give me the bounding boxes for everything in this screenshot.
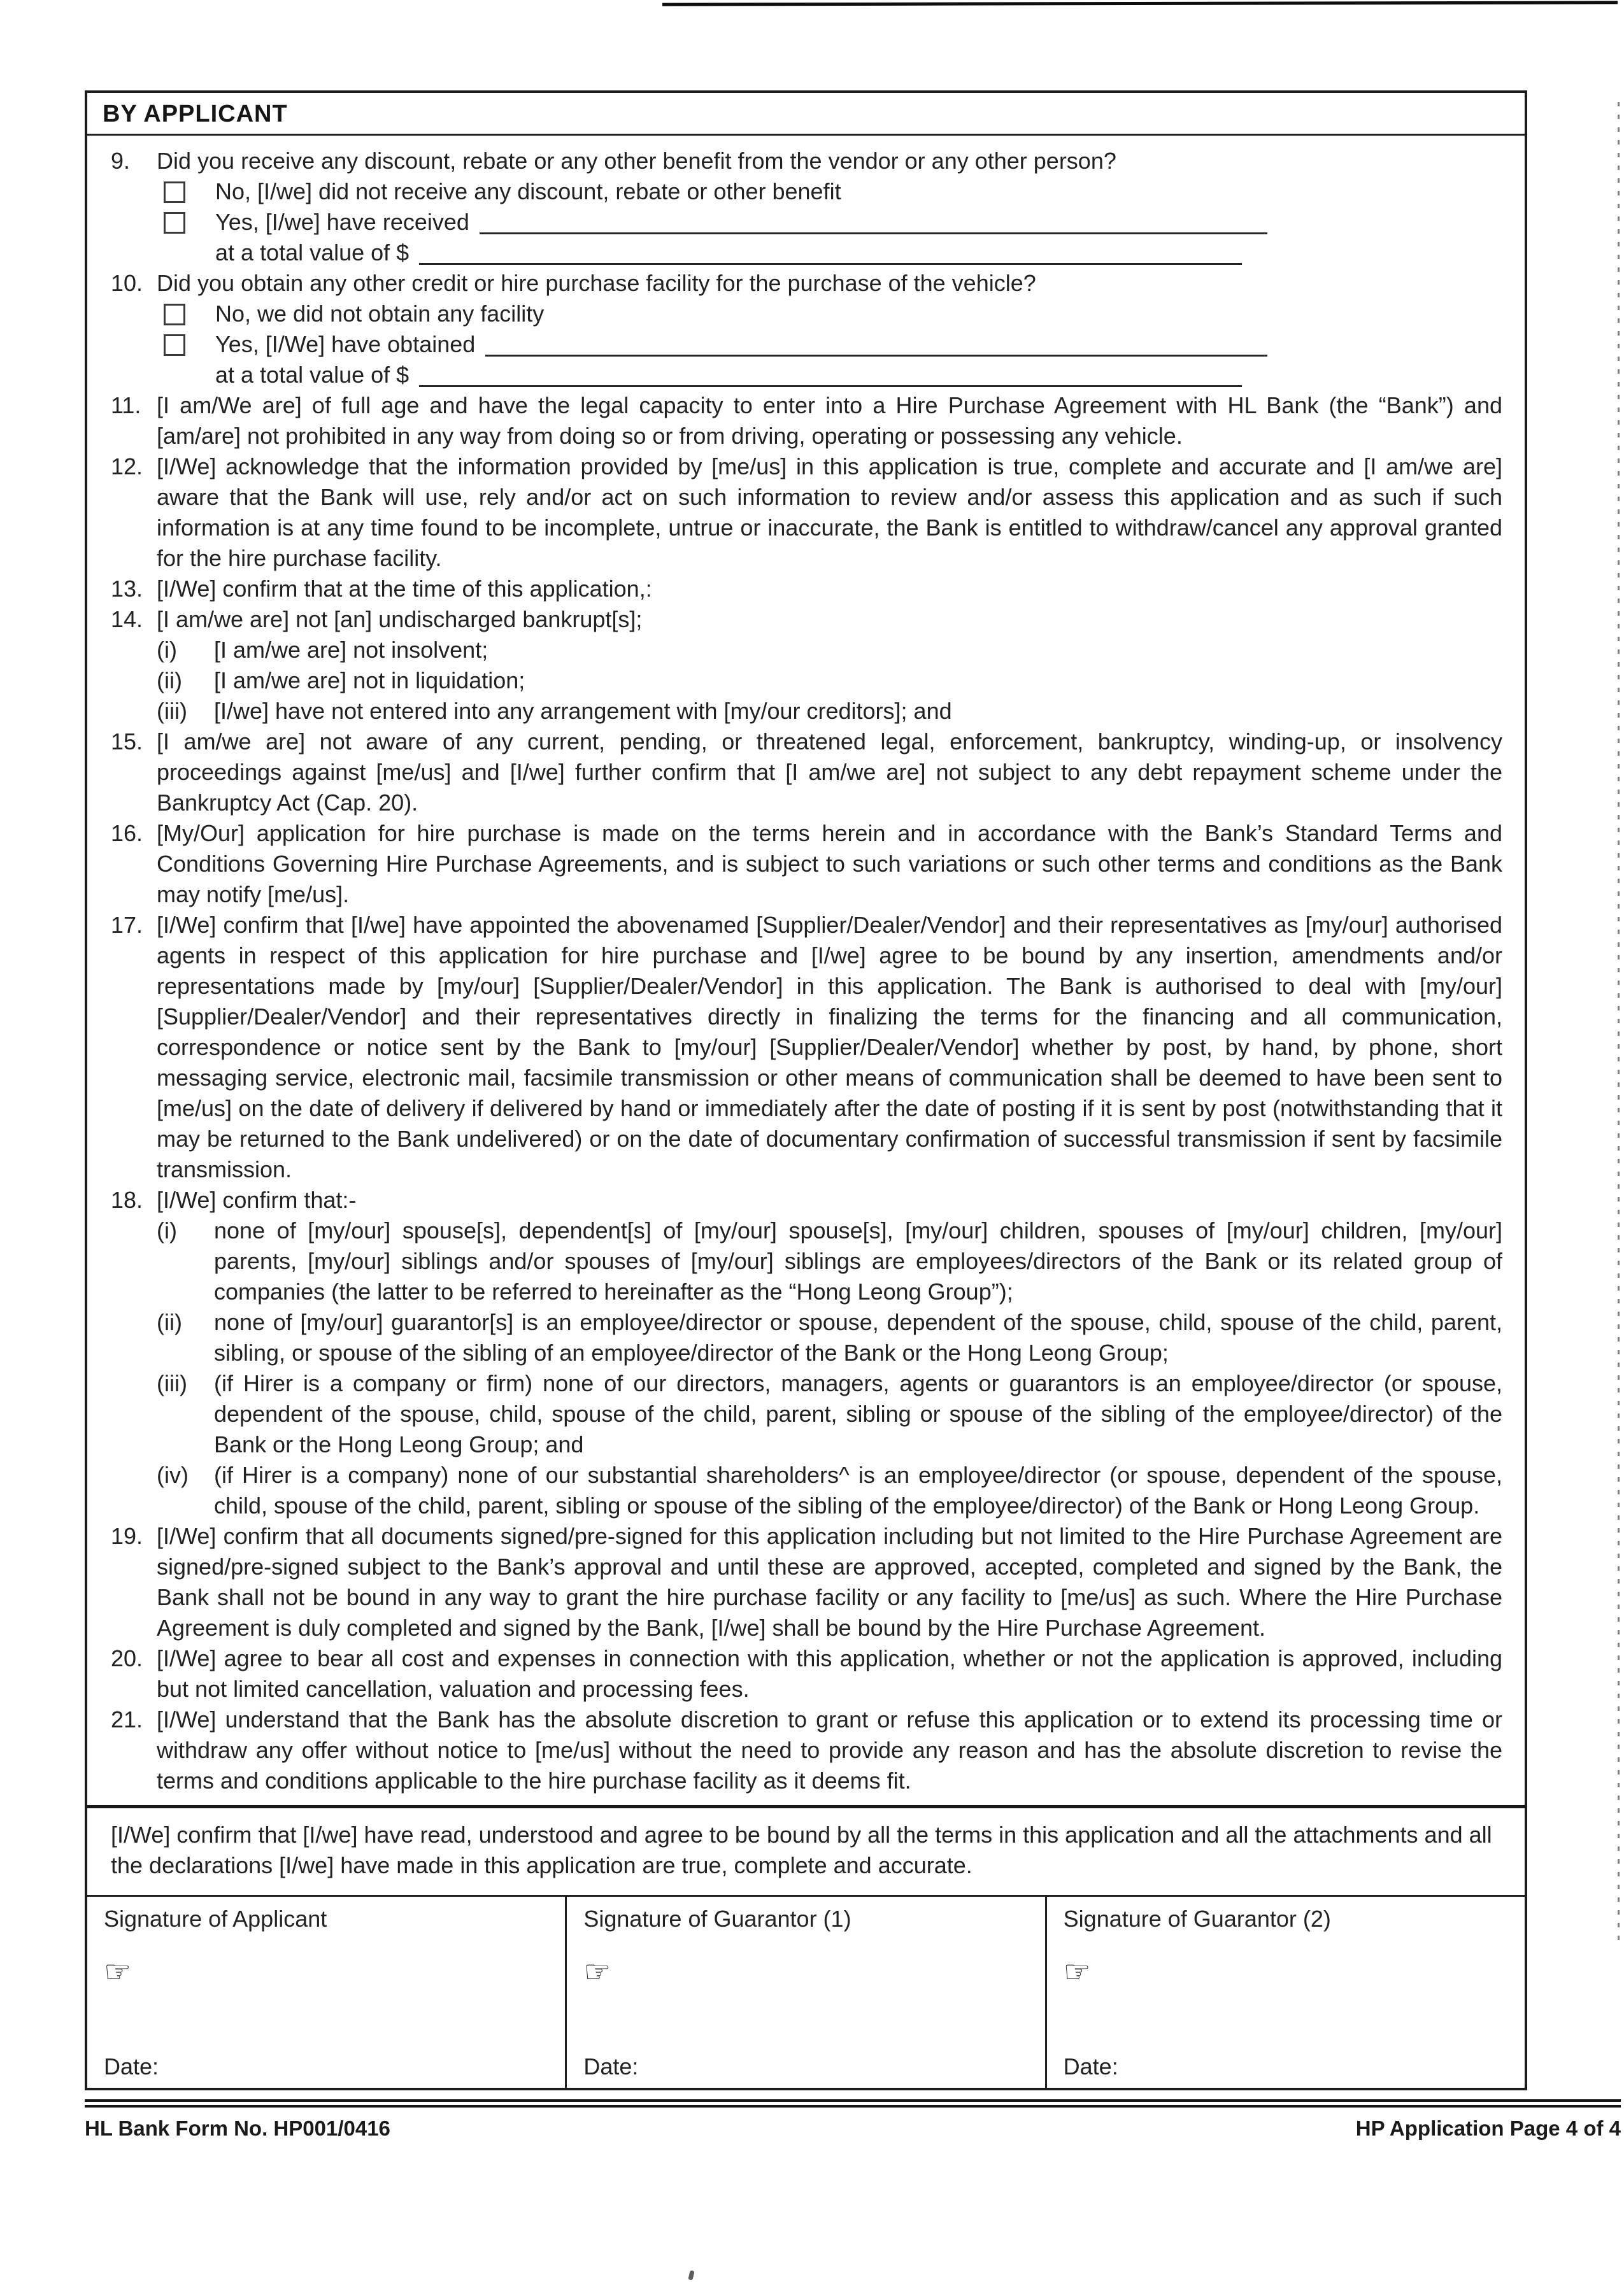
confirmation-row	[87, 1805, 1525, 1895]
signature-label: Signature of Guarantor (1)	[583, 1906, 851, 1932]
clause-text: [I/We] acknowledge that the information provided by [me/us] in this application is true, complete and accurate and [I am/we are] aware that the Bank will use, rely and/or act on such information to review and/or assess this application and as such if such information is at any time found to be incomplete, untrue or inaccurate, the Bank is entitled to withdraw/cancel any approval granted for the hire purchase facility.	[157, 453, 1502, 571]
section-header-band	[87, 93, 1525, 136]
clause-text: [I/We] confirm that all documents signed/pre-signed for this application including but not limited to the Hire Purchase Agreement are signed/pre-signed subject to the Bank’s approval and until these are approved, accepted, completed and signed by the Bank, the Bank shall not be bound in any way to grant the hire purchase facility or any facility to [me/us] as such. Where the Hire Purchase Agreement is duly completed and signed by the Bank, [I/we] shall be bound by the Hire Purchase Agreement.	[157, 1523, 1502, 1641]
declaration-content	[87, 136, 1525, 1805]
page-footer	[85, 2116, 1621, 2141]
sub-marker: (i)	[157, 1217, 177, 1244]
q10-obtained-field[interactable]	[485, 329, 1267, 357]
sub-text: none of [my/our] guarantor[s] is an employee/director or spouse, dependent of the spouse, child, spouse of the child, parent, sibling, or spouse of the sibling of an employee/director of the Bank or the Hong Leong Group;	[214, 1309, 1502, 1366]
clause-text: [I/We] confirm that [I/we] have appointed the abovenamed [Supplier/Dealer/Vendor] and their representatives as [my/our] authorised agents in respect of this application for hire purchase and [I/we] agree to be bound by any insertion, amendments and/or representations made by [my/our] [Supplier/Dealer/Vendor] in this application. The Bank is authorised to deal with [my/our] [Supplier/Dealer/Vendor] and their representatives directly in finalizing the terms for the financing and all communication, correspondence or notice sent by the Bank to [my/our] [Supplier/Dealer/Vendor] whether by post, by hand, by phone, short messaging service, electronic mail, facsimile transmission or other means of communication shall be deemed to have been sent to [me/us] on the date of delivery if delivered by hand or immediately after the date of posting if it is sent by post (notwithstanding that it may be returned to the Bank undelivered) or on the date of documentary confirmation of successful transmission if sent by facsimile transmission.	[157, 912, 1502, 1182]
sub-marker: (iii)	[157, 1370, 187, 1396]
clause-11	[111, 390, 1502, 451]
clause-12	[111, 451, 1502, 574]
scan-artifact-mark	[688, 2270, 694, 2280]
clause-text: [I/We] agree to bear all cost and expenses in connection with this application, whether or not the application is approved, including but not limited cancellation, valuation and processing fees.	[157, 1645, 1502, 1702]
clause-14-sub-iii	[157, 696, 1502, 726]
guarantor-2-date-field[interactable]	[1118, 2055, 1512, 2080]
clause-number: 20.	[111, 1645, 143, 1671]
clause-21	[111, 1704, 1502, 1796]
signature-cell-guarantor-2	[1045, 1897, 1525, 2088]
q9-yes-label: Yes, [I/we] have received	[215, 209, 469, 235]
q9-value-label: at a total value of $	[215, 239, 410, 266]
q10-no-label: No, we did not obtain any facility	[215, 301, 545, 327]
guarantor-2-signature-area[interactable]	[1064, 1990, 1512, 2053]
pointing-hand-icon: ☞	[1063, 1954, 1091, 1990]
clause-number: 12.	[111, 453, 143, 479]
clause-text: [My/Our] application for hire purchase is made on the terms herein and in accordance with the Bank’s Standard Terms and Conditions Governing Hire Purchase Agreements, and is subject to such variations or such other terms and conditions as the Bank may notify [me/us].	[157, 820, 1502, 907]
q9-yes-checkbox[interactable]	[164, 212, 185, 234]
date-label: Date:	[1063, 2053, 1118, 2080]
guarantor-1-date-field[interactable]	[638, 2055, 1032, 2080]
question-text: Did you obtain any other credit or hire purchase facility for the purchase of the vehicle?	[157, 270, 1036, 296]
applicant-signature-area[interactable]	[104, 1990, 552, 2053]
section-title: BY APPLICANT	[103, 101, 288, 127]
clause-number: 21.	[111, 1706, 143, 1733]
footer-area	[85, 2099, 1621, 2141]
sub-text: (if Hirer is a company or firm) none of our directors, managers, agents or guarantors is an employee/director (or spouse, dependent of the spouse, child, spouse of the child, parent, sibling or spouse of the sibling of the employee/director) of the Bank or the Hong Leong Group; and	[214, 1370, 1502, 1457]
q9-no-label: No, [I/we] did not receive any discount, rebate or other benefit	[215, 178, 841, 204]
item-number: 9.	[111, 148, 131, 174]
clause-number: 15.	[111, 728, 143, 755]
clause-number: 18.	[111, 1187, 143, 1213]
clause-17	[111, 910, 1502, 1185]
q10-yes-label: Yes, [I/We] have obtained	[215, 331, 476, 357]
q9-value-field[interactable]	[419, 237, 1242, 265]
clause-number: 11.	[111, 392, 141, 418]
clause-text: [I/We] confirm that at the time of this application,:	[157, 576, 652, 602]
clause-number: 13.	[111, 576, 143, 602]
guarantor-1-signature-area[interactable]	[583, 1990, 1032, 2053]
clause-15	[111, 726, 1502, 818]
clause-20	[111, 1643, 1502, 1704]
applicant-date-field[interactable]	[159, 2055, 552, 2080]
signature-table	[87, 1895, 1525, 2088]
clause-13	[111, 574, 1502, 604]
sub-text: [I am/we are] not in liquidation;	[214, 667, 525, 693]
sub-marker: (ii)	[157, 1309, 182, 1335]
question-9	[111, 146, 1502, 268]
signature-label: Signature of Guarantor (2)	[1063, 1906, 1331, 1932]
sub-text: none of [my/our] spouse[s], dependent[s] of [my/our] spouse[s], [my/our] children, spouses of [my/our] children, [my/our] parents, [my/our] siblings and/or spouses of [my/our] siblings are employees/directors of the Bank or its related group of companies (the latter to be referred to hereinafter as the “Hong Leong Group”);	[214, 1217, 1502, 1305]
page-indicator: HP Application Page 4 of 4	[1355, 2116, 1621, 2140]
sub-text: (if Hirer is a company) none of our substantial shareholders^ is an employee/director (or spouse, dependent of the spouse, child, spouse of the child, parent, sibling or spouse of the sibling of the employee/director) of the Bank or Hong Leong Group.	[214, 1462, 1502, 1519]
clause-14-sub-i	[157, 635, 1502, 665]
scan-artifact-right-dashes	[1618, 102, 1620, 1948]
date-label: Date:	[583, 2053, 639, 2080]
clause-18-sub-iv	[157, 1460, 1502, 1521]
clause-18-sub-ii	[157, 1307, 1502, 1368]
q10-value-label: at a total value of $	[215, 362, 410, 388]
question-text: Did you receive any discount, rebate or any other benefit from the vendor or any other person?	[157, 148, 1116, 174]
clause-18	[111, 1185, 1502, 1521]
clause-text: [I am/We are] of full age and have the legal capacity to enter into a Hire Purchase Agreement with HL Bank (the “Bank”) and [am/are] not prohibited in any way from doing so or from driving, operating or possessing any vehicle.	[157, 392, 1502, 449]
clause-text: [I am/we are] not aware of any current, pending, or threatened legal, enforcement, bankruptcy, winding-up, or insolvency proceedings against [me/us] and [I/we] further confirm that [I am/we are] not subject to any debt repayment scheme under the Bankruptcy Act (Cap. 20).	[157, 728, 1502, 816]
signature-label: Signature of Applicant	[104, 1906, 327, 1932]
q10-no-checkbox[interactable]	[164, 304, 185, 325]
q10-value-field[interactable]	[419, 360, 1242, 387]
signature-cell-applicant	[87, 1897, 565, 2088]
signature-cell-guarantor-1	[565, 1897, 1044, 2088]
footer-double-rule	[85, 2099, 1621, 2108]
sub-marker: (iii)	[157, 698, 187, 724]
scan-artifact-top-line	[662, 1, 1618, 6]
item-number: 10.	[111, 270, 143, 296]
question-10	[111, 268, 1502, 390]
pointing-hand-icon: ☞	[104, 1954, 132, 1990]
sub-text: [I am/we are] not insolvent;	[214, 637, 488, 663]
clause-number: 19.	[111, 1523, 143, 1549]
sub-text: [I/we] have not entered into any arrangement with [my/our creditors]; and	[214, 698, 952, 724]
clause-18-sub-i	[157, 1215, 1502, 1307]
clause-16	[111, 818, 1502, 910]
confirmation-text: [I/We] confirm that [I/we] have read, understood and agree to be bound by all the terms in this application and all the attachments and all the declarations [I/we] have made in this application are true, complete and accurate.	[111, 1822, 1492, 1878]
clause-number: 14.	[111, 606, 143, 632]
clause-number: 17.	[111, 912, 143, 938]
clause-14-sub-ii	[157, 665, 1502, 696]
declaration-box	[85, 90, 1527, 2090]
clause-text: [I/We] confirm that:-	[157, 1187, 357, 1213]
pointing-hand-icon: ☞	[583, 1954, 611, 1990]
clause-19	[111, 1521, 1502, 1643]
q9-received-field[interactable]	[480, 207, 1267, 234]
q9-no-checkbox[interactable]	[164, 181, 185, 203]
clause-number: 16.	[111, 820, 143, 846]
clause-text: [I/We] understand that the Bank has the absolute discretion to grant or refuse this application or to extend its processing time or withdraw any offer without notice to [me/us] without the need to provide any reason and has the absolute discretion to revise the terms and conditions applicable to the hire purchase facility as it deems fit.	[157, 1706, 1502, 1794]
q10-yes-checkbox[interactable]	[164, 334, 185, 356]
clause-18-sub-iii	[157, 1368, 1502, 1460]
form-number: HL Bank Form No. HP001/0416	[85, 2116, 390, 2140]
sub-marker: (ii)	[157, 667, 182, 693]
date-label: Date:	[104, 2053, 159, 2080]
sub-marker: (iv)	[157, 1462, 189, 1488]
clause-14	[111, 604, 1502, 726]
clause-text: [I am/we are] not [an] undischarged bankrupt[s];	[157, 606, 643, 632]
sub-marker: (i)	[157, 637, 177, 663]
